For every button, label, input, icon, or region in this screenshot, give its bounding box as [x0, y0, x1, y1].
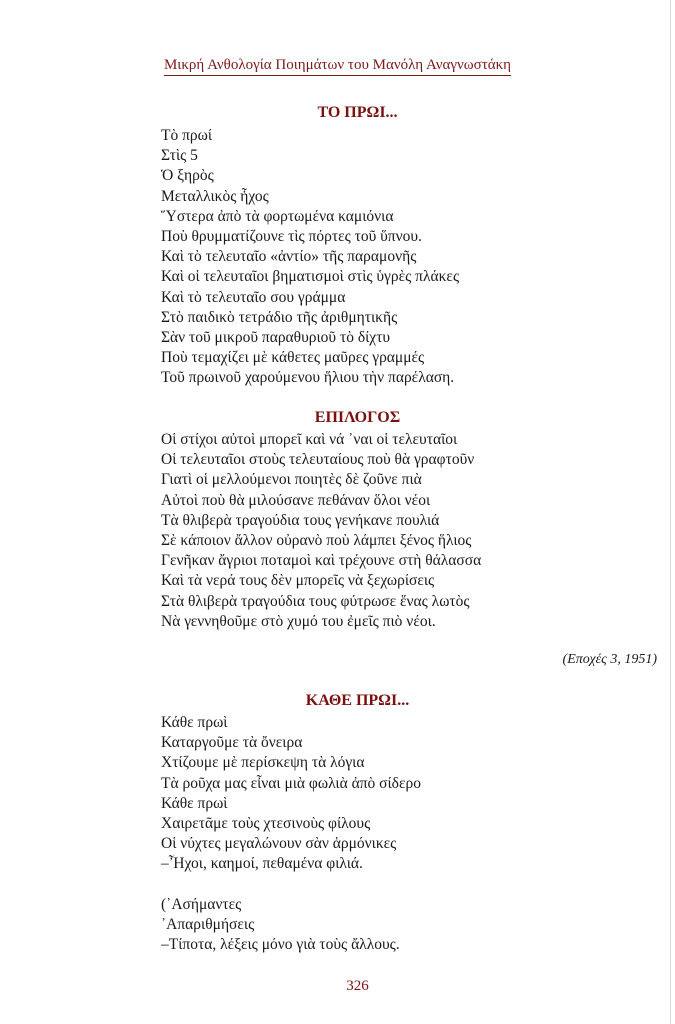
verse-line: Μεταλλικὸς ἦχος [161, 187, 269, 205]
verse-line: Οἱ τελευταῖοι στοὺς τελευταίους ποὺ θὰ γραφτοῦν [161, 451, 475, 469]
verse-line: Γενῆκαν ἄγριοι ποταμοὶ καὶ τρέχουνε στὴ θάλασσα [161, 552, 482, 570]
verse-line: Γιατὶ οἱ μελλούμενοι ποιητὲς δὲ ζοῦνε πιὰ [161, 471, 422, 489]
verse-line: Καταργοῦμε τὰ ὄνειρα [161, 734, 303, 752]
verse-line: Τὰ θλιβερὰ τραγούδια τους γενήκανε πουλιά [161, 511, 440, 529]
verse-line: Τὰ ροῦχα μας εἶναι μιὰ φωλιὰ ἀπὸ σίδερο [161, 774, 421, 792]
verse-line: Τὸ πρωί [161, 127, 213, 144]
verse-line: Κάθε πρωὶ [161, 714, 228, 731]
poem-body [161, 430, 481, 632]
verse-line: (᾿Ασήμαντες [161, 895, 242, 913]
verse-line: Ὁ ξηρὸς [161, 167, 214, 185]
verse-line: Οἱ στίχοι αὐτοὶ μπορεῖ καὶ νά ᾿ναι οἱ τελευταῖοι [161, 431, 458, 448]
verse-line: Χαιρετᾶμε τοὺς χτεσινοὺς φίλους [161, 814, 371, 832]
verse-line: ᾿Απαριθμήσεις [161, 915, 255, 933]
poem-title: ΤΟ ΠΡΩΙ... [317, 104, 398, 121]
verse-line: Ὕστερα ἀπὸ τὰ φορτωμένα καμιόνια [161, 207, 394, 225]
verse-line: Σὲ κάποιον ἄλλον οὐρανὸ ποὺ λάμπει ξένος ἥλιος [161, 531, 472, 549]
page-number: 326 [346, 978, 369, 994]
poem-title: ΕΠΙΛΟΓΟΣ [314, 409, 401, 426]
verse-line: Χτίζουμε μὲ περίσκεψη τὰ λόγια [161, 754, 365, 772]
verse-line: Καὶ τὸ τελευταῖο σου γράμμα [161, 288, 346, 306]
poem-body [161, 126, 459, 388]
poem-title: ΚΑΘΕ ΠΡΩΙ... [305, 692, 410, 709]
verse-line: –Τίποτα, λέξεις μόνο γιὰ τοὺς ἄλλους. [161, 936, 400, 954]
verse-line [161, 875, 421, 895]
verse-line: Στὶς 5 [161, 147, 198, 165]
verse-line: Ποὺ τεμαχίζει μὲ κάθετες μαῦρες γραμμές [161, 349, 425, 367]
running-header [0, 56, 675, 74]
running-header-text: Μικρή Ανθολογία Ποιημάτων του Μανόλη Αναγνωστάκη [164, 57, 511, 76]
poem-body [161, 713, 421, 955]
verse-line: –Ἦχοι, καημοί, πεθαμένα φιλιά. [161, 855, 363, 873]
verse-line: Αὐτοὶ ποὺ θὰ μιλούσανε πεθάναν ὅλοι νέοι [161, 491, 431, 509]
verse-line: Οἱ νύχτες μεγαλώνουν σὰν ἁρμόνικες [161, 835, 397, 853]
verse-line: Καὶ τὸ τελευταῖο «ἀντίο» τῆς παραμονῆς [161, 248, 417, 266]
verse-line: Στὸ παιδικὸ τετράδιο τῆς ἀριθμητικῆς [161, 308, 398, 326]
verse-line: Τοῦ πρωινοῦ χαρούμενου ἥλιου τὴν παρέλαση. [161, 369, 455, 387]
verse-line: Σὰν τοῦ μικροῦ παραθυριοῦ τὸ δίχτυ [161, 328, 391, 346]
verse-line: Κάθε πρωὶ [161, 794, 228, 812]
verse-line: Νὰ γεννηθοῦμε στὸ χυμό του ἐμεῖς πιὸ νέοι. [161, 612, 436, 630]
verse-line: Ποὺ θρυμματίζουνε τὶς πόρτες τοῦ ὕπνου. [161, 227, 422, 245]
verse-line: Στὰ θλιβερὰ τραγούδια τους φύτρωσε ἕνας λωτὸς [161, 592, 470, 610]
page-edge [670, 0, 671, 1024]
source-citation: (Εποχές 3, 1951) [562, 652, 657, 667]
verse-line: Καὶ τὰ νερά τους δὲν μπορεῖς νὰ ξεχωρίσεις [161, 572, 435, 590]
verse-line: Καὶ οἱ τελευταῖοι βηματισμοὶ στὶς ὑγρὲς πλάκες [161, 268, 460, 286]
